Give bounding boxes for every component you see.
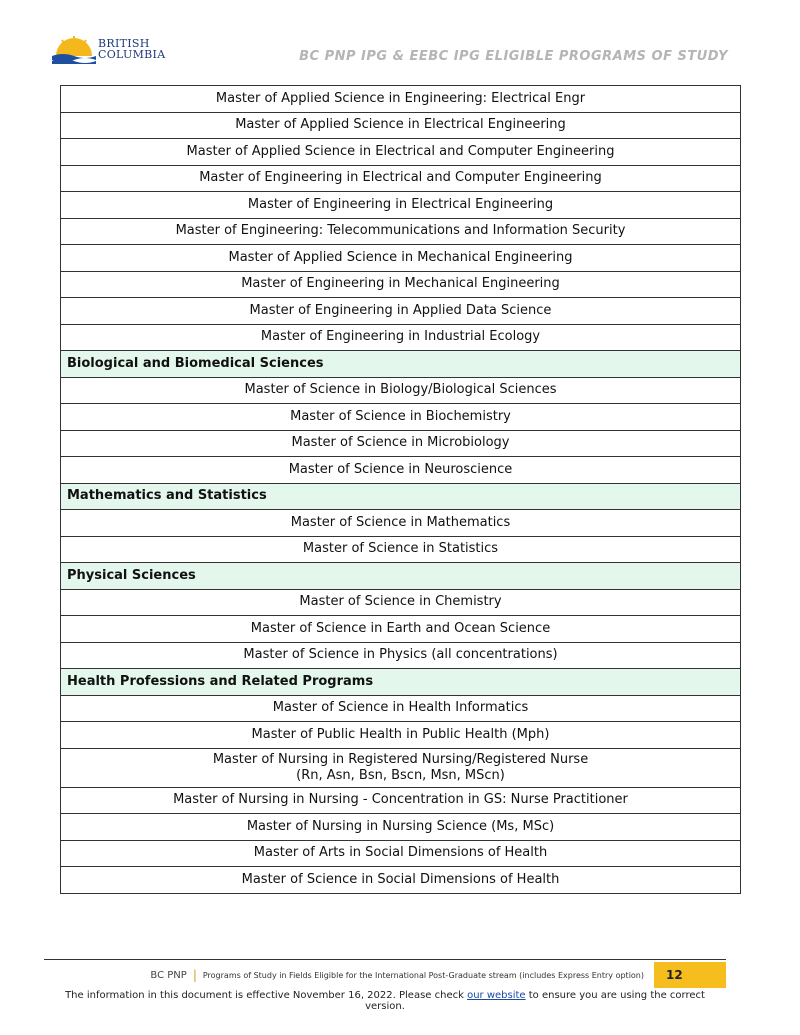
category-row	[61, 483, 741, 510]
row-text: Master of Engineering in Electrical Engineering	[247, 196, 554, 212]
program-name	[61, 139, 741, 166]
category-row	[61, 351, 741, 378]
program-name	[61, 404, 741, 431]
program-name	[61, 840, 741, 867]
program-name	[61, 457, 741, 484]
program-row	[61, 112, 741, 139]
row-text: Master of Science in Mathematics	[290, 514, 511, 530]
footer-description: Programs of Study in Fields Eligible for the International Post-Graduate stream (includes Express Entry option)	[202, 970, 644, 980]
program-name	[61, 695, 741, 722]
footer-separator: |	[192, 968, 197, 982]
program-name	[61, 589, 741, 616]
program-row	[61, 298, 741, 325]
program-name	[61, 430, 741, 457]
row-text: Master of Engineering in Mechanical Engineering	[241, 276, 560, 292]
program-name	[61, 271, 741, 298]
program-name	[61, 748, 741, 787]
program-name	[61, 112, 741, 139]
row-text: Mathematics and Statistics	[67, 488, 267, 504]
row-text: Master of Applied Science in Engineering: Electrical Engr	[215, 90, 586, 106]
row-text: Master of Science in Biochemistry	[290, 408, 511, 424]
logo-line-1: BRITISH	[98, 37, 150, 50]
category-heading	[61, 483, 741, 510]
program-row	[61, 589, 741, 616]
footer-org: BC PNP	[150, 969, 187, 981]
row-text: Master of Science in Health Informatics	[272, 700, 529, 716]
row-text: Master of Science in Chemistry	[299, 594, 502, 610]
category-heading	[61, 563, 741, 590]
row-text: Biological and Biomedical Sciences	[67, 355, 324, 371]
program-name	[61, 192, 741, 219]
footer-divider	[44, 959, 726, 960]
program-row	[61, 165, 741, 192]
category-row	[61, 669, 741, 696]
program-row	[61, 218, 741, 245]
row-text: Master of Science in Microbiology	[291, 435, 510, 451]
program-name	[61, 218, 741, 245]
program-row	[61, 642, 741, 669]
program-row	[61, 748, 741, 787]
row-text-continued: (Rn, Asn, Bsn, Bscn, Msn, MScn)	[296, 767, 505, 783]
program-row	[61, 616, 741, 643]
program-name	[61, 787, 741, 814]
row-text: Master of Science in Statistics	[302, 541, 499, 557]
row-text: Master of Nursing in Nursing - Concentration in GS: Nurse Practitioner	[173, 792, 628, 808]
row-text: Master of Engineering: Telecommunications and Information Security	[175, 223, 626, 239]
program-name	[61, 377, 741, 404]
row-text: Master of Engineering in Applied Data Science	[249, 302, 552, 318]
program-row	[61, 377, 741, 404]
program-row	[61, 457, 741, 484]
program-row	[61, 245, 741, 272]
program-row	[61, 722, 741, 749]
program-row	[61, 510, 741, 537]
program-row	[61, 840, 741, 867]
programs-table	[60, 85, 741, 894]
footer-notice	[44, 990, 726, 1012]
row-text: Master of Applied Science in Electrical Engineering	[235, 117, 566, 133]
program-row	[61, 536, 741, 563]
program-name	[61, 536, 741, 563]
programs-table-body	[61, 86, 741, 894]
page-number: 12	[654, 962, 726, 988]
row-text: Master of Science in Social Dimensions of Health	[241, 871, 560, 887]
row-text: Master of Nursing in Nursing Science (Ms, MSc)	[246, 818, 555, 834]
program-name	[61, 616, 741, 643]
notice-text-before: The information in this document is effective November 16, 2022. Please check	[65, 990, 468, 1001]
row-text: Physical Sciences	[67, 567, 196, 583]
category-heading	[61, 669, 741, 696]
program-name	[61, 165, 741, 192]
program-name	[61, 86, 741, 113]
bc-sun-logo-icon	[52, 36, 96, 64]
program-row	[61, 271, 741, 298]
row-text: Master of Nursing in Registered Nursing/Registered Nurse	[212, 751, 589, 767]
program-name	[61, 722, 741, 749]
program-name	[61, 510, 741, 537]
program-row	[61, 324, 741, 351]
program-name	[61, 245, 741, 272]
row-text: Master of Applied Science in Electrical and Computer Engineering	[186, 143, 615, 159]
category-heading	[61, 351, 741, 378]
row-text: Master of Applied Science in Mechanical Engineering	[228, 249, 573, 265]
category-row	[61, 563, 741, 590]
logo-line-2: COLUMBIA	[98, 48, 166, 61]
notice-text-after: to ensure you are using the correct version.	[365, 990, 705, 1012]
row-text: Master of Public Health in Public Health (Mph)	[251, 726, 550, 742]
program-row	[61, 695, 741, 722]
program-name	[61, 642, 741, 669]
program-row	[61, 787, 741, 814]
program-row	[61, 867, 741, 894]
program-row	[61, 139, 741, 166]
row-text: Master of Science in Neuroscience	[288, 461, 513, 477]
bc-logo	[52, 30, 172, 70]
document-title: BC PNP IPG & EEBC IPG ELIGIBLE PROGRAMS OF STUDY	[299, 49, 728, 64]
program-row	[61, 814, 741, 841]
program-row	[61, 86, 741, 113]
program-row	[61, 404, 741, 431]
program-name	[61, 814, 741, 841]
website-link[interactable]: our website	[467, 990, 526, 1001]
program-name	[61, 867, 741, 894]
row-text: Master of Arts in Social Dimensions of Health	[253, 845, 548, 861]
row-text: Master of Science in Earth and Ocean Science	[250, 620, 551, 636]
row-text: Master of Science in Biology/Biological Sciences	[244, 382, 557, 398]
bc-logo-text	[98, 38, 165, 60]
program-name	[61, 298, 741, 325]
row-text: Master of Science in Physics (all concentrations)	[243, 647, 558, 663]
footer-bar	[44, 962, 726, 988]
program-row	[61, 430, 741, 457]
program-row	[61, 192, 741, 219]
row-text: Master of Engineering in Electrical and Computer Engineering	[199, 170, 602, 186]
program-name	[61, 324, 741, 351]
row-text: Master of Engineering in Industrial Ecology	[260, 329, 541, 345]
row-text: Health Professions and Related Programs	[67, 673, 374, 689]
